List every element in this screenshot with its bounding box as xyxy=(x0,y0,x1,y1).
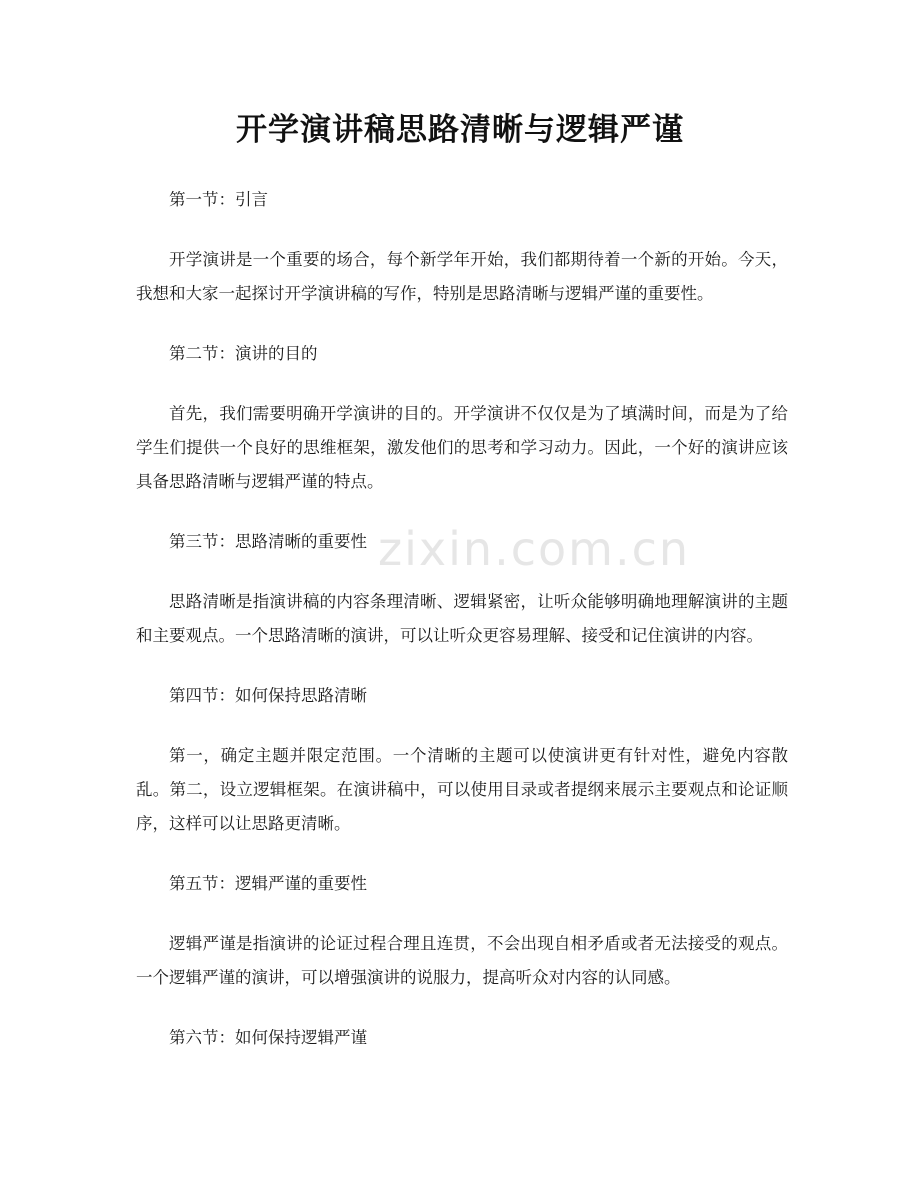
watermark: zixin.com.cn xyxy=(378,522,691,576)
document-body xyxy=(136,183,788,1081)
document-title: 开学演讲稿思路清晰与逻辑严谨 xyxy=(236,112,684,148)
section-heading: 第一节：引言 xyxy=(169,190,268,209)
section-heading: 第四节：如何保持思路清晰 xyxy=(169,686,367,705)
section-paragraph: 逻辑严谨是指演讲的论证过程合理且连贯，不会出现自相矛盾或者无法接受的观点。一个逻辑严谨的演讲，可以增强演讲的说服力，提高听众对内容的认同感。 xyxy=(136,934,788,987)
section-paragraph: 思路清晰是指演讲稿的内容条理清晰、逻辑紧密，让听众能够明确地理解演讲的主题和主要观点。一个思路清晰的演讲，可以让听众更容易理解、接受和记住演讲的内容。 xyxy=(136,592,788,645)
section-heading: 第三节：思路清晰的重要性 xyxy=(169,532,367,551)
section-paragraph: 第一，确定主题并限定范围。一个清晰的主题可以使演讲更有针对性，避免内容散乱。第二，设立逻辑框架。在演讲稿中，可以使用目录或者提纲来展示主要观点和论证顺序，这样可以让思路更清晰。 xyxy=(136,746,788,833)
section-heading: 第五节：逻辑严谨的重要性 xyxy=(169,874,367,893)
section-paragraph: 开学演讲是一个重要的场合，每个新学年开始，我们都期待着一个新的开始。今天，我想和大家一起探讨开学演讲稿的写作，特别是思路清晰与逻辑严谨的重要性。 xyxy=(136,250,788,303)
section-heading: 第六节：如何保持逻辑严谨 xyxy=(169,1028,367,1047)
section-heading: 第二节：演讲的目的 xyxy=(169,344,318,363)
section-paragraph: 首先，我们需要明确开学演讲的目的。开学演讲不仅仅是为了填满时间，而是为了给学生们提供一个良好的思维框架，激发他们的思考和学习动力。因此，一个好的演讲应该具备思路清晰与逻辑严谨的特点。 xyxy=(136,404,788,491)
